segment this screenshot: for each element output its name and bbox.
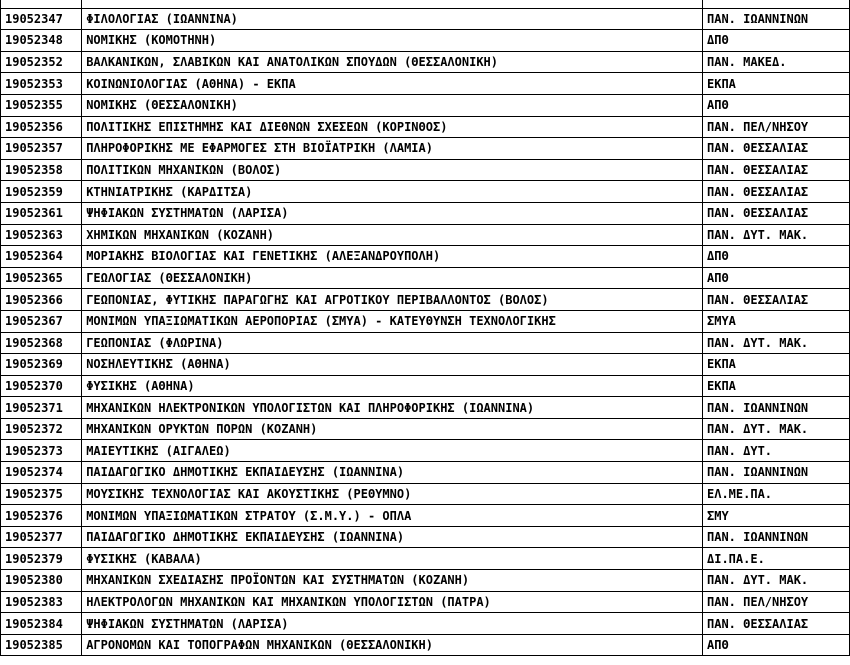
table-row — [1, 397, 850, 419]
table-row — [1, 138, 850, 160]
department-name-cell: ΜΑΙΕΥΤΙΚΗΣ (ΑΙΓΑΛΕΩ) — [82, 440, 703, 462]
department-name-cell: ΝΟΣΗΛΕΥΤΙΚΗΣ (ΑΘΗΝΑ) — [82, 354, 703, 376]
table-row — [1, 289, 850, 311]
institution-cell: ΠΑΝ. ΔΥΤ. ΜΑΚ. — [703, 570, 850, 592]
department-name-cell: ΚΟΙΝΩΝΙΟΛΟΓΙΑΣ (ΑΘΗΝΑ) - ΕΚΠΑ — [82, 73, 703, 95]
table-row — [1, 73, 850, 95]
table-row — [1, 94, 850, 116]
department-name-cell: ΠΑΙΔΑΓΩΓΙΚΟ ΔΗΜΟΤΙΚΗΣ ΕΚΠΑΙΔΕΥΣΗΣ (ΙΩΑΝΝΙΝΑ) — [82, 526, 703, 548]
department-code-cell: 19052384 — [1, 613, 82, 635]
institution-cell: ΠΑΝ. ΘΕΣΣΑΛΙΑΣ — [703, 613, 850, 635]
department-code-cell: 19052385 — [1, 634, 82, 656]
institution-cell: ΑΠΘ — [703, 267, 850, 289]
department-code-cell: 19052377 — [1, 526, 82, 548]
institution-cell: ΕΚΠΑ — [703, 354, 850, 376]
institution-cell: ΕΚΠΑ — [703, 73, 850, 95]
department-code-cell: 19052364 — [1, 246, 82, 268]
table-row — [1, 51, 850, 73]
institution-cell: ΠΑΝ. ΠΕΛ/ΝΗΣΟΥ — [703, 116, 850, 138]
table-row — [1, 483, 850, 505]
department-name-cell: ΜΟΥΣΙΚΗΣ ΤΕΧΝΟΛΟΓΙΑΣ ΚΑΙ ΑΚΟΥΣΤΙΚΗΣ (ΡΕΘΥΜΝΟ) — [82, 483, 703, 505]
institution-cell: ΠΑΝ. ΙΩΑΝΝΙΝΩΝ — [703, 462, 850, 484]
department-code-cell: 19052375 — [1, 483, 82, 505]
table-row — [1, 526, 850, 548]
institution-cell: ΠΑΝ. ΜΑΚΕΔ. — [703, 51, 850, 73]
table-row — [1, 375, 850, 397]
institution-cell: ΠΑΝ. ΙΩΑΝΝΙΝΩΝ — [703, 526, 850, 548]
table-row — [1, 181, 850, 203]
department-name-cell: ΗΛΕΚΤΡΟΛΟΓΩΝ ΜΗΧΑΝΙΚΩΝ ΚΑΙ ΜΗΧΑΝΙΚΩΝ ΥΠΟΛΟΓΙΣΤΩΝ (ΠΑΤΡΑ) — [82, 591, 703, 613]
institution-cell: ΠΑΝ. ΔΥΤ. ΜΑΚ. — [703, 332, 850, 354]
institution-cell: ΕΛ.ΜΕ.ΠΑ. — [703, 483, 850, 505]
department-name-cell: ΜΟΡΙΑΚΗΣ ΒΙΟΛΟΓΙΑΣ ΚΑΙ ΓΕΝΕΤΙΚΗΣ (ΑΛΕΞΑΝΔΡΟΥΠΟΛΗ) — [82, 246, 703, 268]
department-code-cell: 19052359 — [1, 181, 82, 203]
department-code-cell: 19052376 — [1, 505, 82, 527]
table-row — [1, 354, 850, 376]
department-code-cell: 19052357 — [1, 138, 82, 160]
department-name-cell: ΓΕΩΠΟΝΙΑΣ (ΦΛΩΡΙΝΑ) — [82, 332, 703, 354]
institution-cell: ΠΑΝ. ΔΥΤ. ΜΑΚ. — [703, 418, 850, 440]
department-name-cell: ΝΟΜΙΚΗΣ (ΘΕΣΣΑΛΟΝΙΚΗ) — [82, 94, 703, 116]
department-name-cell: ΦΥΣΙΚΗΣ (ΑΘΗΝΑ) — [82, 375, 703, 397]
department-code-cell: 19052368 — [1, 332, 82, 354]
department-code-cell: 19052371 — [1, 397, 82, 419]
department-name-cell — [82, 0, 703, 8]
table-row — [1, 462, 850, 484]
department-code-cell: 19052379 — [1, 548, 82, 570]
department-code-cell: 19052372 — [1, 418, 82, 440]
department-code-cell: 19052366 — [1, 289, 82, 311]
department-name-cell: ΜΗΧΑΝΙΚΩΝ ΣΧΕΔΙΑΣΗΣ ΠΡΟΪΟΝΤΩΝ ΚΑΙ ΣΥΣΤΗΜΑΤΩΝ (ΚΟΖΑΝΗ) — [82, 570, 703, 592]
table-row — [1, 8, 850, 30]
institution-cell: ΔΠΘ — [703, 246, 850, 268]
department-name-cell: ΠΟΛΙΤΙΚΩΝ ΜΗΧΑΝΙΚΩΝ (ΒΟΛΟΣ) — [82, 159, 703, 181]
table-row — [1, 267, 850, 289]
institution-cell: ΠΑΝ. ΙΩΑΝΝΙΝΩΝ — [703, 8, 850, 30]
institution-cell: ΠΑΝ. ΘΕΣΣΑΛΙΑΣ — [703, 289, 850, 311]
table-row — [1, 505, 850, 527]
department-name-cell: ΚΤΗΝΙΑΤΡΙΚΗΣ (ΚΑΡΔΙΤΣΑ) — [82, 181, 703, 203]
institution-cell — [703, 0, 850, 8]
department-name-cell: ΑΓΡΟΝΟΜΩΝ ΚΑΙ ΤΟΠΟΓΡΑΦΩΝ ΜΗΧΑΝΙΚΩΝ (ΘΕΣΣΑΛΟΝΙΚΗ) — [82, 634, 703, 656]
table-row — [1, 548, 850, 570]
department-code-cell: 19052361 — [1, 202, 82, 224]
department-code-cell: 19052353 — [1, 73, 82, 95]
table-row — [1, 332, 850, 354]
department-code-cell: 19052356 — [1, 116, 82, 138]
department-code-cell: 19052370 — [1, 375, 82, 397]
department-name-cell: ΨΗΦΙΑΚΩΝ ΣΥΣΤΗΜΑΤΩΝ (ΛΑΡΙΣΑ) — [82, 613, 703, 635]
department-code-cell: 19052369 — [1, 354, 82, 376]
table-row — [1, 418, 850, 440]
department-name-cell: ΜΟΝΙΜΩΝ ΥΠΑΞΙΩΜΑΤΙΚΩΝ ΑΕΡΟΠΟΡΙΑΣ (ΣΜΥΑ) - ΚΑΤΕΥΘΥΝΣΗ ΤΕΧΝΟΛΟΓΙΚΗΣ — [82, 310, 703, 332]
department-name-cell: ΧΗΜΙΚΩΝ ΜΗΧΑΝΙΚΩΝ (ΚΟΖΑΝΗ) — [82, 224, 703, 246]
department-code-cell: 19052373 — [1, 440, 82, 462]
department-code-cell: 19052367 — [1, 310, 82, 332]
department-code-cell: 19052352 — [1, 51, 82, 73]
table-row — [1, 116, 850, 138]
department-name-cell: ΠΟΛΙΤΙΚΗΣ ΕΠΙΣΤΗΜΗΣ ΚΑΙ ΔΙΕΘΝΩΝ ΣΧΕΣΕΩΝ (ΚΟΡΙΝΘΟΣ) — [82, 116, 703, 138]
table-row — [1, 570, 850, 592]
institution-cell: ΕΚΠΑ — [703, 375, 850, 397]
table-row — [1, 30, 850, 52]
department-name-cell: ΒΑΛΚΑΝΙΚΩΝ, ΣΛΑΒΙΚΩΝ ΚΑΙ ΑΝΑΤΟΛΙΚΩΝ ΣΠΟΥΔΩΝ (ΘΕΣΣΑΛΟΝΙΚΗ) — [82, 51, 703, 73]
table-row — [1, 440, 850, 462]
department-name-cell: ΦΥΣΙΚΗΣ (ΚΑΒΑΛΑ) — [82, 548, 703, 570]
departments-table-body — [1, 0, 850, 656]
institution-cell: ΠΑΝ. ΘΕΣΣΑΛΙΑΣ — [703, 138, 850, 160]
department-code-cell — [1, 0, 82, 8]
department-name-cell: ΜΗΧΑΝΙΚΩΝ ΟΡΥΚΤΩΝ ΠΟΡΩΝ (ΚΟΖΑΝΗ) — [82, 418, 703, 440]
department-name-cell: ΜΟΝΙΜΩΝ ΥΠΑΞΙΩΜΑΤΙΚΩΝ ΣΤΡΑΤΟΥ (Σ.Μ.Υ.) - ΟΠΛΑ — [82, 505, 703, 527]
department-code-cell: 19052348 — [1, 30, 82, 52]
institution-cell: ΠΑΝ. ΘΕΣΣΑΛΙΑΣ — [703, 202, 850, 224]
department-name-cell: ΦΙΛΟΛΟΓΙΑΣ (ΙΩΑΝΝΙΝΑ) — [82, 8, 703, 30]
department-code-cell: 19052380 — [1, 570, 82, 592]
department-name-cell: ΓΕΩΛΟΓΙΑΣ (ΘΕΣΣΑΛΟΝΙΚΗ) — [82, 267, 703, 289]
table-row — [1, 0, 850, 8]
department-code-cell: 19052374 — [1, 462, 82, 484]
institution-cell: ΠΑΝ. ΔΥΤ. ΜΑΚ. — [703, 224, 850, 246]
department-name-cell: ΠΛΗΡΟΦΟΡΙΚΗΣ ΜΕ ΕΦΑΡΜΟΓΕΣ ΣΤΗ ΒΙΟΪΑΤΡΙΚΗ (ΛΑΜΙΑ) — [82, 138, 703, 160]
institution-cell: ΣΜΥ — [703, 505, 850, 527]
table-row — [1, 224, 850, 246]
department-name-cell: ΨΗΦΙΑΚΩΝ ΣΥΣΤΗΜΑΤΩΝ (ΛΑΡΙΣΑ) — [82, 202, 703, 224]
institution-cell: ΠΑΝ. ΔΥΤ. — [703, 440, 850, 462]
department-code-cell: 19052347 — [1, 8, 82, 30]
table-row — [1, 246, 850, 268]
institution-cell: ΠΑΝ. ΙΩΑΝΝΙΝΩΝ — [703, 397, 850, 419]
table-row — [1, 613, 850, 635]
department-code-cell: 19052355 — [1, 94, 82, 116]
table-row — [1, 591, 850, 613]
table-row — [1, 159, 850, 181]
department-code-cell: 19052383 — [1, 591, 82, 613]
institution-cell: ΔΙ.ΠΑ.Ε. — [703, 548, 850, 570]
department-name-cell: ΝΟΜΙΚΗΣ (ΚΟΜΟΤΗΝΗ) — [82, 30, 703, 52]
department-code-cell: 19052358 — [1, 159, 82, 181]
institution-cell: ΠΑΝ. ΠΕΛ/ΝΗΣΟΥ — [703, 591, 850, 613]
table-row — [1, 310, 850, 332]
institution-cell: ΠΑΝ. ΘΕΣΣΑΛΙΑΣ — [703, 159, 850, 181]
institution-cell: ΔΠΘ — [703, 30, 850, 52]
department-code-cell: 19052365 — [1, 267, 82, 289]
department-name-cell: ΜΗΧΑΝΙΚΩΝ ΗΛΕΚΤΡΟΝΙΚΩΝ ΥΠΟΛΟΓΙΣΤΩΝ ΚΑΙ ΠΛΗΡΟΦΟΡΙΚΗΣ (ΙΩΑΝΝΙΝΑ) — [82, 397, 703, 419]
table-row — [1, 634, 850, 656]
institution-cell: ΑΠΘ — [703, 634, 850, 656]
institution-cell: ΑΠΘ — [703, 94, 850, 116]
department-name-cell: ΠΑΙΔΑΓΩΓΙΚΟ ΔΗΜΟΤΙΚΗΣ ΕΚΠΑΙΔΕΥΣΗΣ (ΙΩΑΝΝΙΝΑ) — [82, 462, 703, 484]
institution-cell: ΣΜΥΑ — [703, 310, 850, 332]
institution-cell: ΠΑΝ. ΘΕΣΣΑΛΙΑΣ — [703, 181, 850, 203]
table-row — [1, 202, 850, 224]
department-name-cell: ΓΕΩΠΟΝΙΑΣ, ΦΥΤΙΚΗΣ ΠΑΡΑΓΩΓΗΣ ΚΑΙ ΑΓΡΟΤΙΚΟΥ ΠΕΡΙΒΑΛΛΟΝΤΟΣ (ΒΟΛΟΣ) — [82, 289, 703, 311]
department-code-cell: 19052363 — [1, 224, 82, 246]
